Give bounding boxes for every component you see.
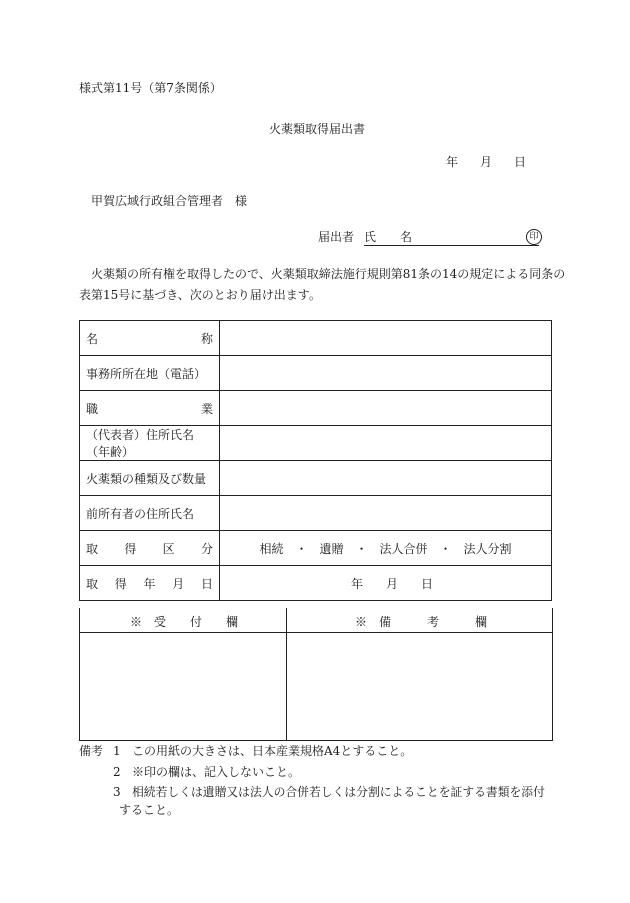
seal-icon: 印 [526,229,542,245]
table-row [80,496,552,531]
note-text: この用紙の大きさは、日本産業規格A4とすること。 [132,744,413,758]
page-title: 火薬類取得届出書 [269,122,366,136]
row-label-name: 名 称 [80,321,220,356]
table-row [80,356,552,391]
row-value-name[interactable] [220,321,552,356]
row-label-previous-owner: 前所有者の住所氏名 [80,496,220,531]
table-row [80,531,552,566]
body-text-line-2: 表第15号に基づき、次のとおり届け出ます。 [79,288,321,302]
remarks-header: ※ 備 考 欄 [355,615,488,629]
table-row [80,426,552,461]
notes-heading: 備考 [79,744,104,758]
reception-remarks-box [79,608,553,741]
body-text-line-1: 火薬類の所有権を取得したので、火薬類取締法施行規則第81条の14の規定による同条の [91,267,566,281]
row-label-occupation: 職 業 [80,391,220,426]
note-number: 1 [113,744,121,758]
table-row [80,321,552,356]
date-month: 月 [479,155,492,169]
row-value-previous-owner[interactable] [220,496,552,531]
note-text: 相続若しくは遺贈又は法人の合併若しくは分割によることを証する書類を添付 [132,785,545,799]
row-label-acquisition-date: 取 得 年 月 日 [80,566,220,601]
row-value-representative[interactable] [220,426,552,461]
row-value-explosives[interactable] [220,461,552,496]
date-line [446,155,526,169]
table-row [80,461,552,496]
row-label-office: 事務所所在地（電話） [80,356,220,391]
name-label-second: 名 [400,230,413,244]
form-number: 様式第11号（第7条関係） [79,81,222,95]
note-number: 3 [113,785,121,799]
note-number: 2 [113,765,121,779]
date-day: 日 [513,155,526,169]
row-value-acquisition-type[interactable]: 相続 ・ 遺贈 ・ 法人合併 ・ 法人分割 [220,531,552,566]
row-label-acquisition-type: 取 得 区 分 [80,531,220,566]
form-table [79,320,552,601]
addressee: 甲賀広域行政組合管理者 様 [91,194,248,208]
table-row [80,391,552,426]
remarks-area[interactable] [287,633,552,740]
reception-area[interactable] [80,633,285,740]
applicant-label: 届出者 [318,230,355,244]
row-label-explosives: 火薬類の種類及び数量 [80,461,220,496]
row-value-acquisition-date[interactable]: 年 月 日 [220,566,552,601]
reception-header: ※ 受 付 欄 [130,615,239,629]
date-year: 年 [446,155,459,169]
applicant-name-field[interactable] [364,230,539,246]
note-text: ※印の欄は、記入しないこと。 [132,765,301,779]
row-value-office[interactable] [220,356,552,391]
row-value-occupation[interactable] [220,391,552,426]
note-text-continued: すること。 [119,803,180,817]
table-row [80,566,552,601]
row-label-representative: （代表者）住所氏名（年齢） [80,426,220,461]
name-label-first: 氏 [364,230,377,244]
